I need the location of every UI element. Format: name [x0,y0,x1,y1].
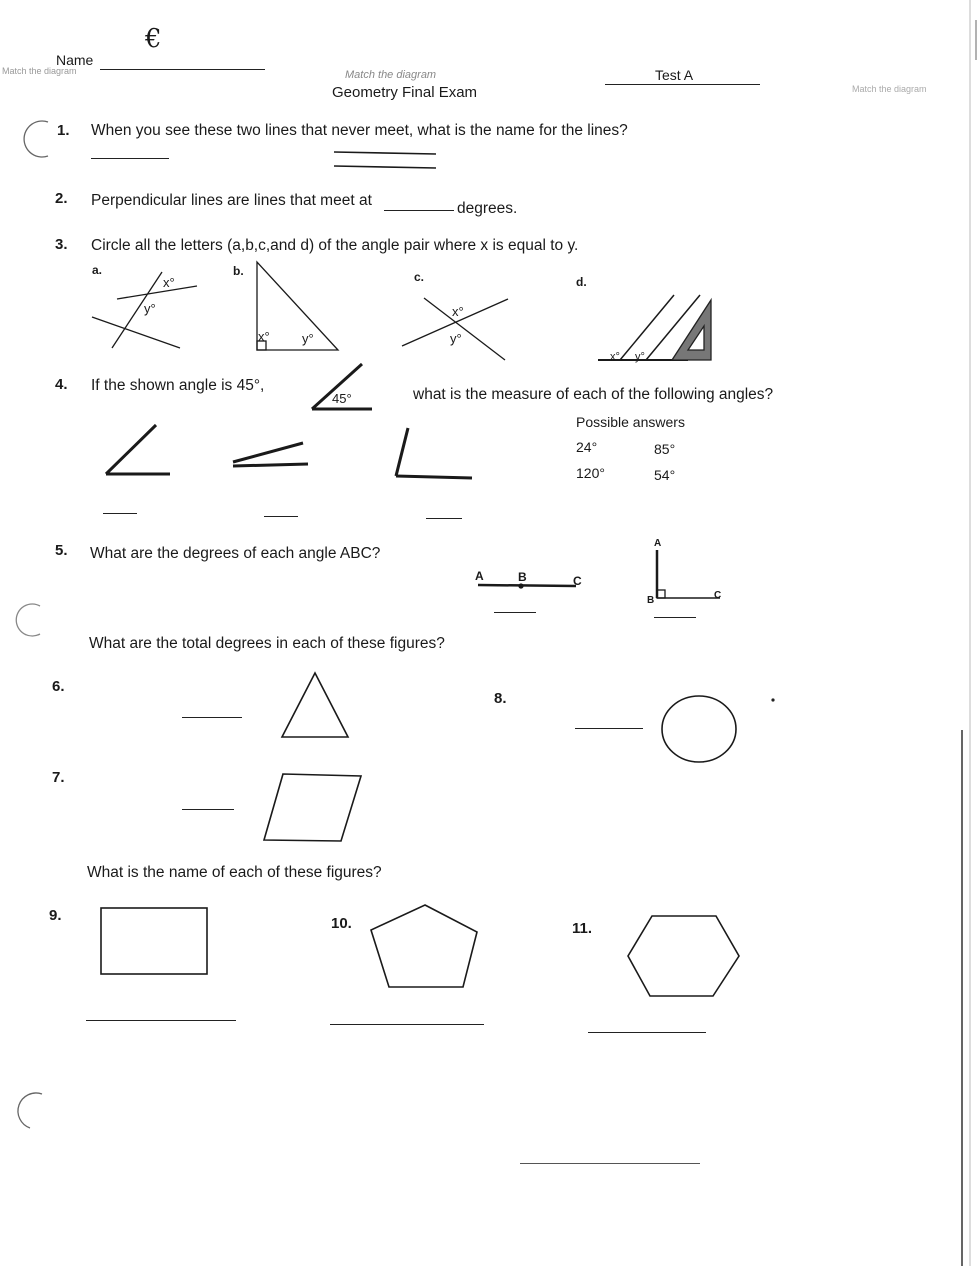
hole-punch-2-icon [16,604,40,636]
q3c-x-label: x° [452,304,464,319]
hole-punch-3-icon [18,1093,42,1128]
q3-option-b[interactable]: b. [233,264,244,278]
q2-text-before: Perpendicular lines are lines that meet at [91,192,372,209]
q5a-point-a: A [475,569,484,583]
q5b-point-b: B [647,595,655,606]
bleed-text-left: Match the diagram [2,66,77,76]
q1-text: When you see these two lines that never meet, what is the name for the lines? [91,122,628,139]
q3a-transversal [112,272,162,348]
q9-number: 9. [49,907,62,924]
q4-possible-title: Possible answers [576,414,685,430]
q5a-vertex-b [519,584,523,588]
q3a-line-2 [92,317,180,348]
q7-number: 7. [52,769,65,786]
q3-option-c[interactable]: c. [414,270,425,284]
q10-number: 10. [331,915,352,932]
q3-option-a[interactable]: a. [92,263,103,277]
q4-angle-1-arm [106,425,156,474]
q9-rectangle [101,908,207,974]
name-label: Name [56,52,94,68]
q4-angle-label: 45° [332,391,352,406]
q4-angle-2-base [233,464,308,466]
q3-text: Circle all the letters (a,b,c,and d) of the angle pair where x is equal to y. [91,237,579,254]
q2-number: 2. [55,190,68,207]
q11-number: 11. [572,920,593,937]
stray-dot [771,698,774,701]
q3c-line-2 [424,298,505,360]
q3-option-d[interactable]: d. [576,275,587,289]
q4-shown-angle-arm [312,364,362,409]
q3c-y-label: y° [450,331,462,346]
q2-text-after: degrees. [457,200,518,217]
bleed-text-center: Match the diagram [345,69,437,81]
q3b-y-label: y° [302,331,314,346]
q5-text: What are the degrees of each angle ABC? [90,545,381,562]
q3-number: 3. [55,236,68,253]
q8-number: 8. [494,690,507,707]
q5a-point-c: C [573,574,582,588]
q3a-x-label: x° [163,275,175,290]
q5b-point-c: C [714,590,722,601]
q3d-y-label: y° [635,351,645,363]
q10-pentagon [371,905,477,987]
q11-hexagon [628,916,739,996]
q4-angle-2-arm [233,443,303,462]
q5a-straight-line [478,585,576,586]
q3b-right-angle-mark [257,341,266,350]
q3a-y-label: y° [144,301,156,316]
q3a-line-1 [117,286,197,299]
q5a-point-b: B [518,570,527,584]
q4-angle-3-base [396,476,472,478]
q3d-parallel-1 [620,295,674,360]
q4-answer-24: 24° [576,439,598,455]
q3b-x-label: x° [258,329,270,344]
q6-number: 6. [52,678,65,695]
q7-parallelogram [264,774,361,841]
q4-text-right: what is the measure of each of the following angles? [413,386,774,403]
q1-number: 1. [57,122,70,139]
hole-punch-1-icon [24,121,48,157]
q4-number: 4. [55,376,68,393]
q1-parallel-line-1 [334,152,436,154]
name-scribble: € [145,24,162,54]
total-degrees-heading: What are the total degrees in each of these figures? [89,635,445,652]
q3b-triangle [257,262,338,350]
q3d-x-label: x° [610,351,620,363]
q6-triangle [282,673,348,737]
test-label: Test A [655,67,694,83]
q8-circle [662,696,736,762]
exam-title: Geometry Final Exam [332,84,478,101]
q4-answer-120: 120° [576,465,605,481]
q4-text-left: If the shown angle is 45°, [91,377,265,394]
q5b-point-a: A [654,538,662,549]
q3d-triangle-ruler-icon [672,300,711,360]
q1-parallel-line-2 [334,166,436,168]
q4-answer-54: 54° [654,467,676,483]
bleed-text-right: Match the diagram [852,84,927,94]
q5-number: 5. [55,542,68,559]
q4-answer-85: 85° [654,441,676,457]
names-heading: What is the name of each of these figures? [87,864,382,881]
q4-angle-3-arm [396,428,408,476]
